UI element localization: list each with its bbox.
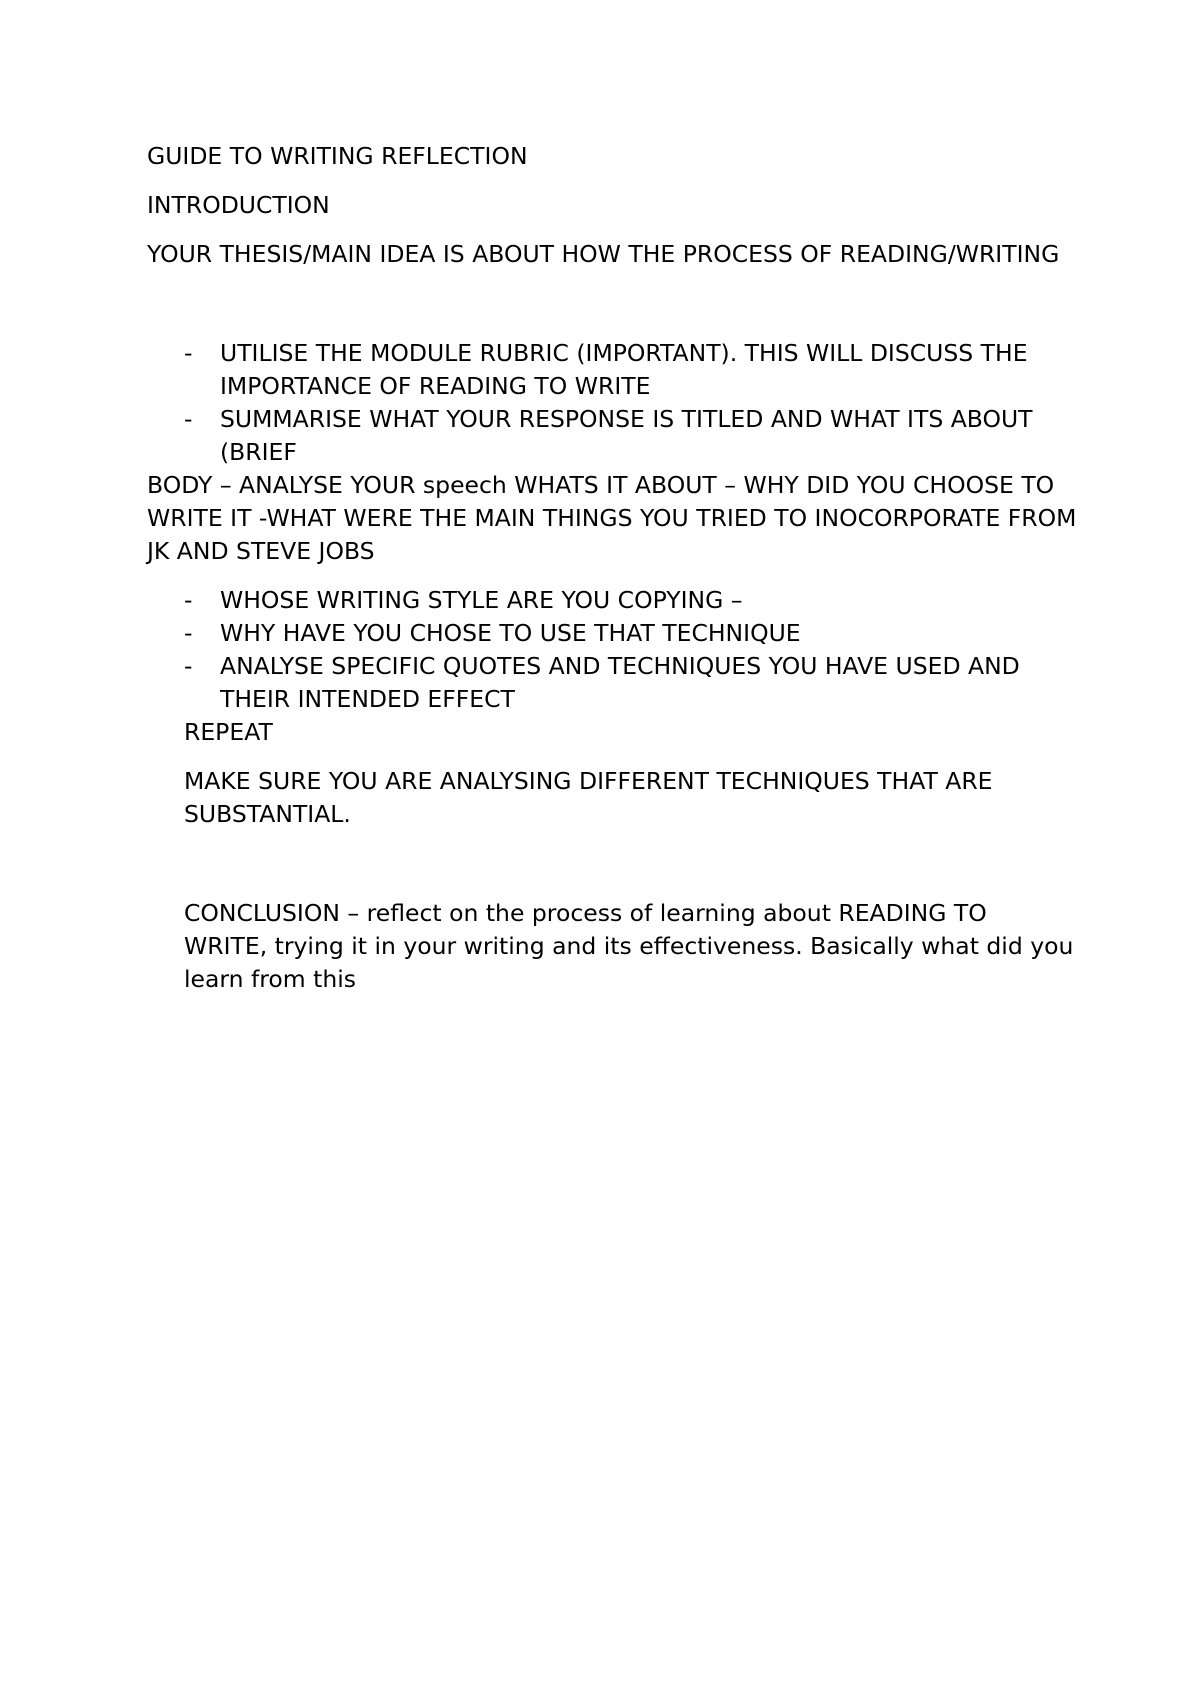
body-paragraph: BODY – ANALYSE YOUR speech WHATS IT ABOUT – WHY DID YOU CHOOSE TO WRITE IT -WHAT WERE THE MAIN THINGS YOU TRIED TO INOCORPORATE FROM JK AND STEVE JOBS xyxy=(147,471,1077,565)
list-item-text: UTILISE THE MODULE RUBRIC (IMPORTANT). THIS WILL DISCUSS THE IMPORTANCE OF READING TO WRITE xyxy=(220,339,1028,400)
conclusion-paragraph: CONCLUSION – reflect on the process of learning about READING TO WRITE, trying it in your writing and its effectiveness. Basically what did you learn from this xyxy=(184,899,1074,993)
list-item-text: WHOSE WRITING STYLE ARE YOU COPYING – xyxy=(220,586,743,614)
make-sure-note: MAKE SURE YOU ARE ANALYSING DIFFERENT TECHNIQUES THAT ARE SUBSTANTIAL. xyxy=(184,767,993,828)
list-item xyxy=(184,337,1077,403)
dash-bullet: - xyxy=(184,405,193,433)
thesis-paragraph: YOUR THESIS/MAIN IDEA IS ABOUT HOW THE PROCESS OF READING/WRITING xyxy=(147,240,1060,268)
list-item xyxy=(184,617,1077,650)
document-content xyxy=(147,140,1077,996)
dash-bullet: - xyxy=(184,339,193,367)
list-item-text: ANALYSE SPECIFIC QUOTES AND TECHNIQUES YOU HAVE USED AND THEIR INTENDED EFFECT xyxy=(220,652,1020,713)
dash-bullet: - xyxy=(184,619,193,647)
introduction-heading: INTRODUCTION xyxy=(147,191,330,219)
list-item xyxy=(184,650,1077,716)
list-item xyxy=(184,584,1077,617)
list-item-text: WHY HAVE YOU CHOSE TO USE THAT TECHNIQUE xyxy=(220,619,801,647)
repeat-note: REPEAT xyxy=(184,718,273,746)
list-item xyxy=(184,403,1077,469)
document-title: GUIDE TO WRITING REFLECTION xyxy=(147,142,528,170)
dash-bullet: - xyxy=(184,586,193,614)
list-item-text: SUMMARISE WHAT YOUR RESPONSE IS TITLED AND WHAT ITS ABOUT (BRIEF xyxy=(220,405,1033,466)
introduction-list xyxy=(147,337,1077,469)
body-list xyxy=(147,584,1077,716)
dash-bullet: - xyxy=(184,652,193,680)
